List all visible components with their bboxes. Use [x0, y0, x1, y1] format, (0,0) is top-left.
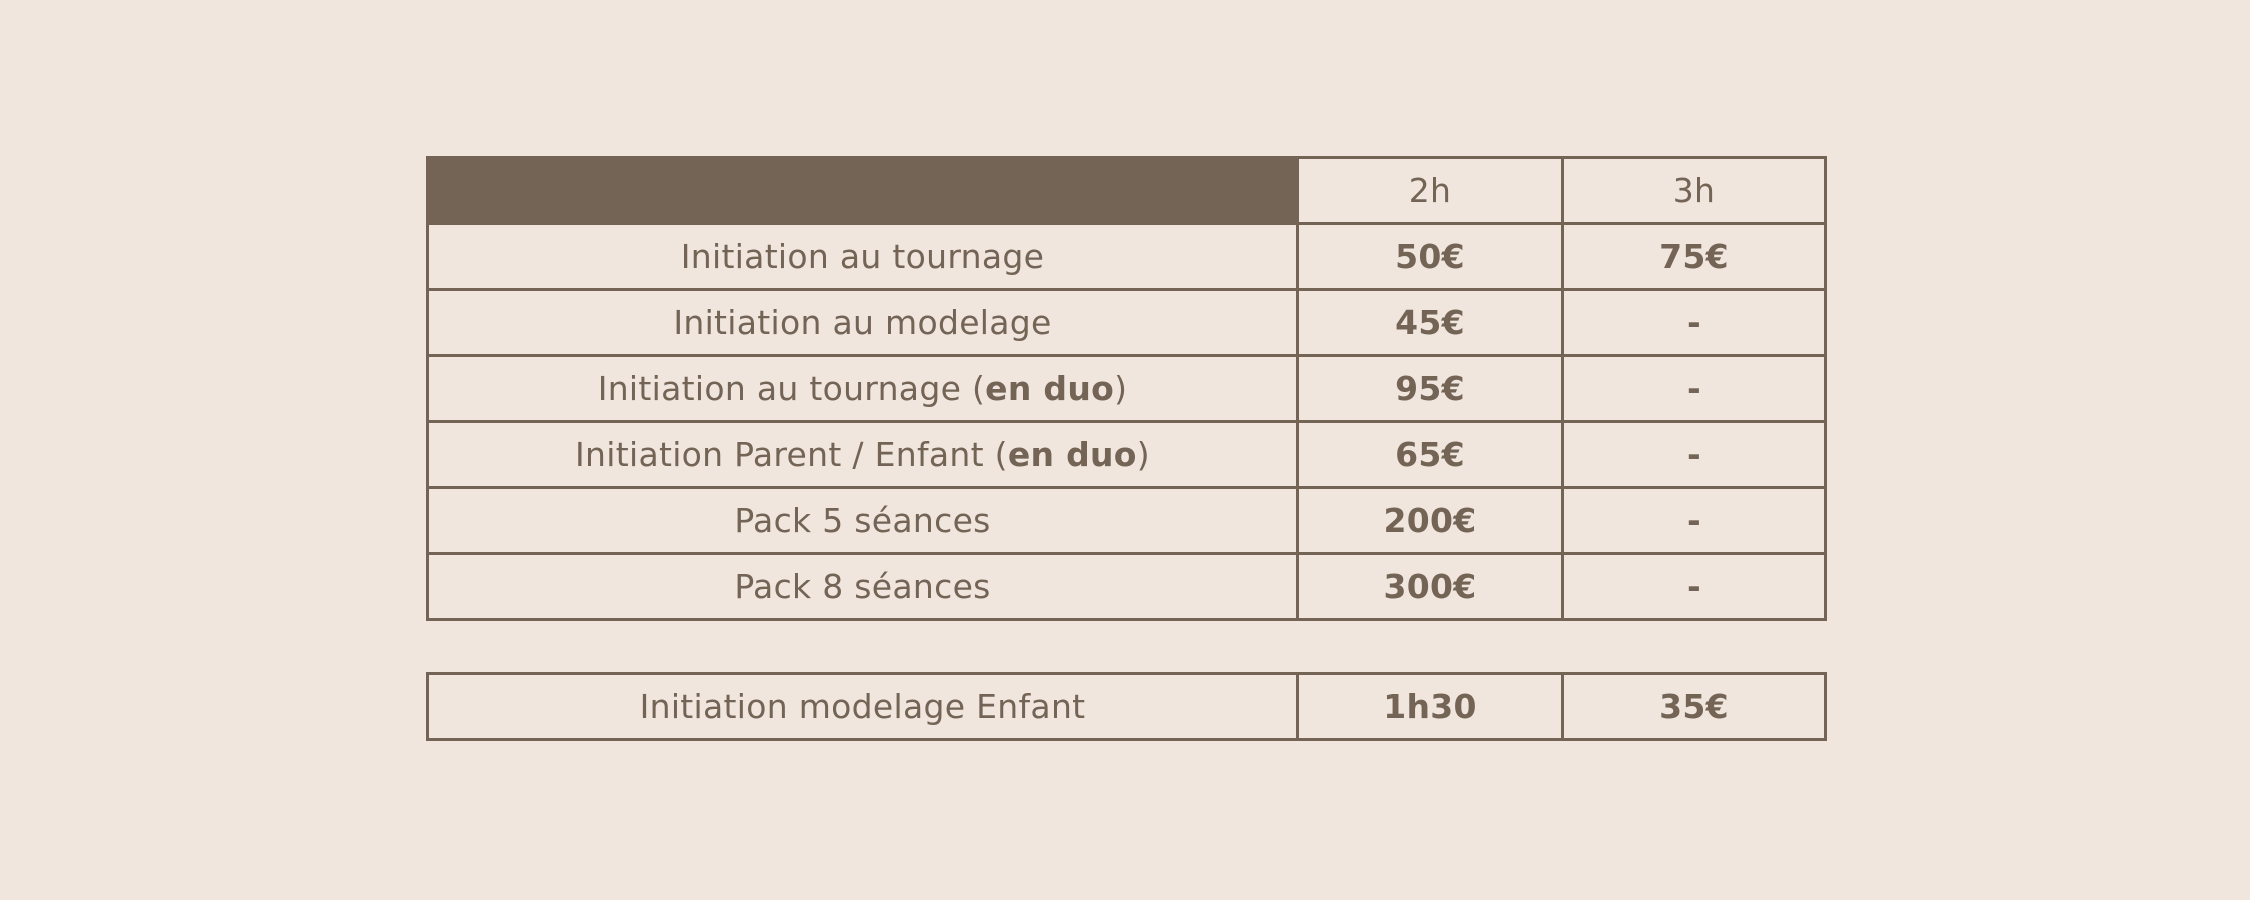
price-3h: 75€ — [1563, 224, 1826, 290]
table-row — [428, 356, 1826, 422]
table-row — [428, 224, 1826, 290]
duration-cell: 1h30 — [1298, 674, 1563, 740]
row-label: Initiation modelage Enfant — [428, 674, 1298, 740]
row-label: Initiation au tournage (en duo) — [428, 356, 1298, 422]
table-row — [428, 290, 1826, 356]
extra-pricing-table — [426, 672, 1827, 741]
price-3h: - — [1563, 290, 1826, 356]
table-row — [428, 422, 1826, 488]
price-3h: - — [1563, 422, 1826, 488]
price-3h: - — [1563, 356, 1826, 422]
column-header-3h: 3h — [1563, 158, 1826, 224]
price-2h: 50€ — [1298, 224, 1563, 290]
price-2h: 95€ — [1298, 356, 1563, 422]
price-3h: - — [1563, 488, 1826, 554]
price-2h: 65€ — [1298, 422, 1563, 488]
column-header-2h: 2h — [1298, 158, 1563, 224]
row-label: Pack 5 séances — [428, 488, 1298, 554]
row-label: Pack 8 séances — [428, 554, 1298, 620]
table-header-row — [428, 158, 1826, 224]
price-2h: 200€ — [1298, 488, 1563, 554]
price-2h: 45€ — [1298, 290, 1563, 356]
pricing-table — [426, 156, 1827, 621]
price-2h: 300€ — [1298, 554, 1563, 620]
price-cell: 35€ — [1563, 674, 1826, 740]
table-row — [428, 554, 1826, 620]
price-3h: - — [1563, 554, 1826, 620]
row-label-emphasis: en duo — [1007, 435, 1137, 474]
row-label: Initiation au tournage — [428, 224, 1298, 290]
table-row — [428, 674, 1826, 740]
header-filler-cell — [428, 158, 1298, 224]
row-label: Initiation Parent / Enfant (en duo) — [428, 422, 1298, 488]
row-label-emphasis: en duo — [985, 369, 1115, 408]
table-row — [428, 488, 1826, 554]
row-label: Initiation au modelage — [428, 290, 1298, 356]
